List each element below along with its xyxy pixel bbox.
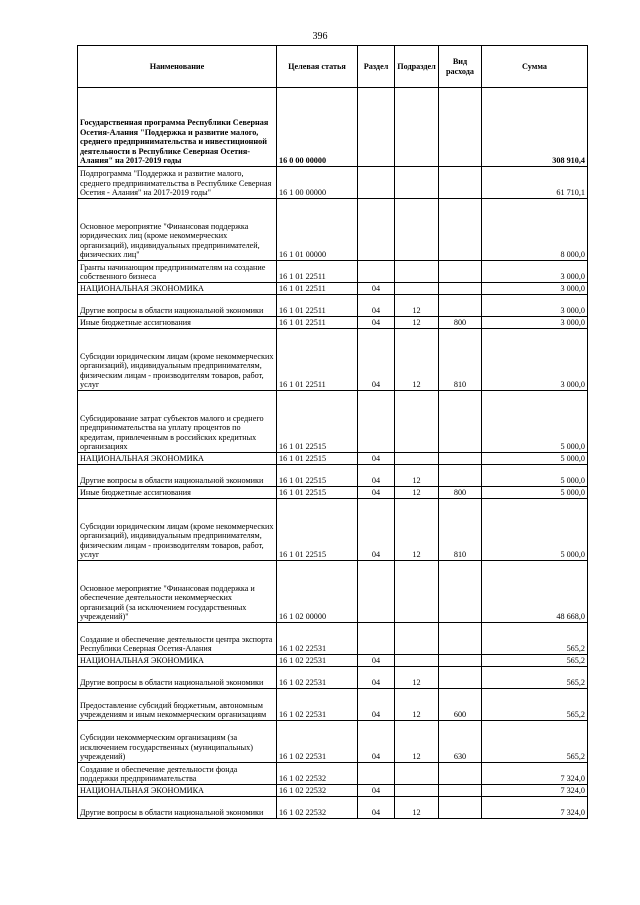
row-sum: 3 000,0: [482, 261, 588, 283]
row-section: 04: [358, 295, 395, 317]
row-section: [358, 391, 395, 453]
row-name: Субсидии некоммерческим организациям (за исключением государственных (муниципальных) учреждений): [78, 721, 277, 763]
row-target: 16 1 02 22531: [277, 721, 358, 763]
row-section: [358, 199, 395, 261]
row-subsection: [395, 261, 439, 283]
row-subsection: 12: [395, 487, 439, 499]
row-sum: 5 000,0: [482, 391, 588, 453]
table-row: [78, 453, 588, 465]
row-sum: 8 000,0: [482, 199, 588, 261]
budget-table: [77, 45, 588, 819]
table-row: [78, 561, 588, 623]
row-sum: 3 000,0: [482, 295, 588, 317]
row-section: [358, 167, 395, 199]
row-target: 16 1 01 22511: [277, 283, 358, 295]
row-section: 04: [358, 465, 395, 487]
table-row: [78, 88, 588, 167]
table-row: [78, 295, 588, 317]
table-row: [78, 655, 588, 667]
table-row: [78, 199, 588, 261]
row-section: [358, 561, 395, 623]
row-subsection: 12: [395, 721, 439, 763]
row-name: НАЦИОНАЛЬНАЯ ЭКОНОМИКА: [78, 453, 277, 465]
row-expense-type: 810: [439, 329, 482, 391]
header-name: Наименование: [78, 46, 277, 88]
row-target: 16 1 01 22515: [277, 487, 358, 499]
row-expense-type: [439, 763, 482, 785]
row-subsection: 12: [395, 465, 439, 487]
row-subsection: 12: [395, 667, 439, 689]
row-expense-type: [439, 88, 482, 167]
row-expense-type: 800: [439, 317, 482, 329]
header-target: Целевая статья: [277, 46, 358, 88]
row-expense-type: [439, 667, 482, 689]
row-sum: 565,2: [482, 689, 588, 721]
row-sum: 7 324,0: [482, 785, 588, 797]
row-name: Предоставление субсидий бюджетным, автономным учреждениям и иным некоммерческим организациям: [78, 689, 277, 721]
row-section: 04: [358, 499, 395, 561]
row-sum: 5 000,0: [482, 465, 588, 487]
row-expense-type: [439, 261, 482, 283]
row-expense-type: [439, 561, 482, 623]
table-row: [78, 623, 588, 655]
row-subsection: [395, 88, 439, 167]
row-name: Иные бюджетные ассигнования: [78, 487, 277, 499]
row-section: 04: [358, 689, 395, 721]
row-sum: 61 710,1: [482, 167, 588, 199]
row-subsection: [395, 655, 439, 667]
row-section: [358, 88, 395, 167]
row-section: [358, 623, 395, 655]
row-sum: 565,2: [482, 721, 588, 763]
row-name: Создание и обеспечение деятельности фонда поддержки предпринимательства: [78, 763, 277, 785]
row-subsection: 12: [395, 329, 439, 391]
row-target: 16 1 02 22532: [277, 785, 358, 797]
row-name: Другие вопросы в области национальной экономики: [78, 295, 277, 317]
row-expense-type: [439, 453, 482, 465]
row-expense-type: 630: [439, 721, 482, 763]
row-target: 16 1 00 00000: [277, 167, 358, 199]
table-row: [78, 261, 588, 283]
row-expense-type: 600: [439, 689, 482, 721]
row-name: Субсидии юридическим лицам (кроме некоммерческих организаций), индивидуальным предпринимателям, физическим лицам - производителям товаров, работ, услуг: [78, 499, 277, 561]
row-target: 16 1 02 22531: [277, 655, 358, 667]
row-expense-type: [439, 465, 482, 487]
row-expense-type: [439, 623, 482, 655]
table-row: [78, 797, 588, 819]
row-sum: 7 324,0: [482, 763, 588, 785]
row-section: 04: [358, 667, 395, 689]
row-sum: 48 668,0: [482, 561, 588, 623]
row-target: 16 1 02 22531: [277, 623, 358, 655]
row-target: 16 1 01 22511: [277, 295, 358, 317]
row-sum: 5 000,0: [482, 499, 588, 561]
table-row: [78, 763, 588, 785]
header-row: [78, 46, 588, 88]
row-subsection: 12: [395, 689, 439, 721]
table-row: [78, 689, 588, 721]
table-row: [78, 283, 588, 295]
table-row: [78, 465, 588, 487]
row-subsection: [395, 391, 439, 453]
row-expense-type: [439, 391, 482, 453]
row-name: Подпрограмма "Поддержка и развитие малого, среднего предпринимательства в Республике Северная Осетия - Алания" на 2017-2019 годы": [78, 167, 277, 199]
row-expense-type: [439, 655, 482, 667]
row-subsection: [395, 561, 439, 623]
table-row: [78, 785, 588, 797]
row-subsection: [395, 453, 439, 465]
row-subsection: [395, 199, 439, 261]
row-sum: 5 000,0: [482, 453, 588, 465]
row-target: 16 1 01 22511: [277, 329, 358, 391]
table-body: [78, 88, 588, 819]
table-row: [78, 487, 588, 499]
row-expense-type: [439, 295, 482, 317]
row-sum: 3 000,0: [482, 283, 588, 295]
row-name: НАЦИОНАЛЬНАЯ ЭКОНОМИКА: [78, 785, 277, 797]
row-target: 16 1 02 00000: [277, 561, 358, 623]
row-section: 04: [358, 329, 395, 391]
row-target: 16 1 01 22511: [277, 317, 358, 329]
row-target: 16 1 02 22532: [277, 763, 358, 785]
row-sum: 565,2: [482, 623, 588, 655]
row-name: Гранты начинающим предпринимателям на создание собственного бизнеса: [78, 261, 277, 283]
row-name: Создание и обеспечение деятельности центра экспорта Республики Северная Осетия-Алания: [78, 623, 277, 655]
row-subsection: [395, 167, 439, 199]
table-row: [78, 667, 588, 689]
row-subsection: 12: [395, 797, 439, 819]
row-expense-type: [439, 797, 482, 819]
table-row: [78, 499, 588, 561]
row-target: 16 1 01 22515: [277, 391, 358, 453]
row-subsection: [395, 785, 439, 797]
table-row: [78, 329, 588, 391]
row-section: 04: [358, 487, 395, 499]
row-expense-type: 810: [439, 499, 482, 561]
row-subsection: 12: [395, 317, 439, 329]
row-name: Основное мероприятие "Финансовая поддержка и обеспечение деятельности некоммерческих организаций (за исключением государственных учреждений)": [78, 561, 277, 623]
row-section: 04: [358, 317, 395, 329]
row-sum: 565,2: [482, 667, 588, 689]
row-subsection: [395, 763, 439, 785]
row-sum: 7 324,0: [482, 797, 588, 819]
row-section: 04: [358, 797, 395, 819]
row-target: 16 1 01 22511: [277, 261, 358, 283]
table-row: [78, 721, 588, 763]
row-section: 04: [358, 785, 395, 797]
header-subsection: Подраздел: [395, 46, 439, 88]
row-section: 04: [358, 283, 395, 295]
row-subsection: [395, 283, 439, 295]
header-section: Раздел: [358, 46, 395, 88]
header-expense-type: Вид расхода: [439, 46, 482, 88]
row-sum: 3 000,0: [482, 329, 588, 391]
row-target: 16 1 02 22531: [277, 667, 358, 689]
row-expense-type: 800: [439, 487, 482, 499]
row-subsection: 12: [395, 295, 439, 317]
row-target: 16 1 01 00000: [277, 199, 358, 261]
row-name: Субсидии юридическим лицам (кроме некоммерческих организаций), индивидуальным предпринимателям, физическим лицам - производителям товаров, работ, услуг: [78, 329, 277, 391]
row-name: Другие вопросы в области национальной экономики: [78, 667, 277, 689]
table-row: [78, 167, 588, 199]
row-target: 16 1 01 22515: [277, 465, 358, 487]
row-expense-type: [439, 785, 482, 797]
row-name: Государственная программа Республики Северная Осетия-Алания "Поддержка и развитие малого, среднего предпринимательства и инвестиционной деятельности в Республике Северная Осетия-Алания" на 2017-2019 годы: [78, 88, 277, 167]
table-row: [78, 317, 588, 329]
header-sum: Сумма: [482, 46, 588, 88]
row-name: Другие вопросы в области национальной экономики: [78, 465, 277, 487]
row-expense-type: [439, 199, 482, 261]
row-target: 16 1 02 22532: [277, 797, 358, 819]
row-name: Основное мероприятие "Финансовая поддержка юридических лиц (кроме некоммерческих организаций), индивидуальных предпринимателей, физических лиц": [78, 199, 277, 261]
row-sum: 3 000,0: [482, 317, 588, 329]
row-subsection: 12: [395, 499, 439, 561]
row-section: 04: [358, 453, 395, 465]
row-name: Другие вопросы в области национальной экономики: [78, 797, 277, 819]
row-name: НАЦИОНАЛЬНАЯ ЭКОНОМИКА: [78, 283, 277, 295]
row-section: [358, 763, 395, 785]
table-row: [78, 391, 588, 453]
row-subsection: [395, 623, 439, 655]
row-section: 04: [358, 721, 395, 763]
row-section: 04: [358, 655, 395, 667]
page-number: 396: [312, 31, 328, 42]
row-target: 16 1 01 22515: [277, 499, 358, 561]
row-section: [358, 261, 395, 283]
row-expense-type: [439, 167, 482, 199]
row-expense-type: [439, 283, 482, 295]
row-target: 16 0 00 00000: [277, 88, 358, 167]
row-name: Субсидирование затрат субъектов малого и среднего предпринимательства на уплату процентов по кредитам, привлеченным в российских кредитных организациях: [78, 391, 277, 453]
row-sum: 308 910,4: [482, 88, 588, 167]
row-name: НАЦИОНАЛЬНАЯ ЭКОНОМИКА: [78, 655, 277, 667]
row-name: Иные бюджетные ассигнования: [78, 317, 277, 329]
row-sum: 565,2: [482, 655, 588, 667]
row-target: 16 1 02 22531: [277, 689, 358, 721]
row-target: 16 1 01 22515: [277, 453, 358, 465]
row-sum: 5 000,0: [482, 487, 588, 499]
